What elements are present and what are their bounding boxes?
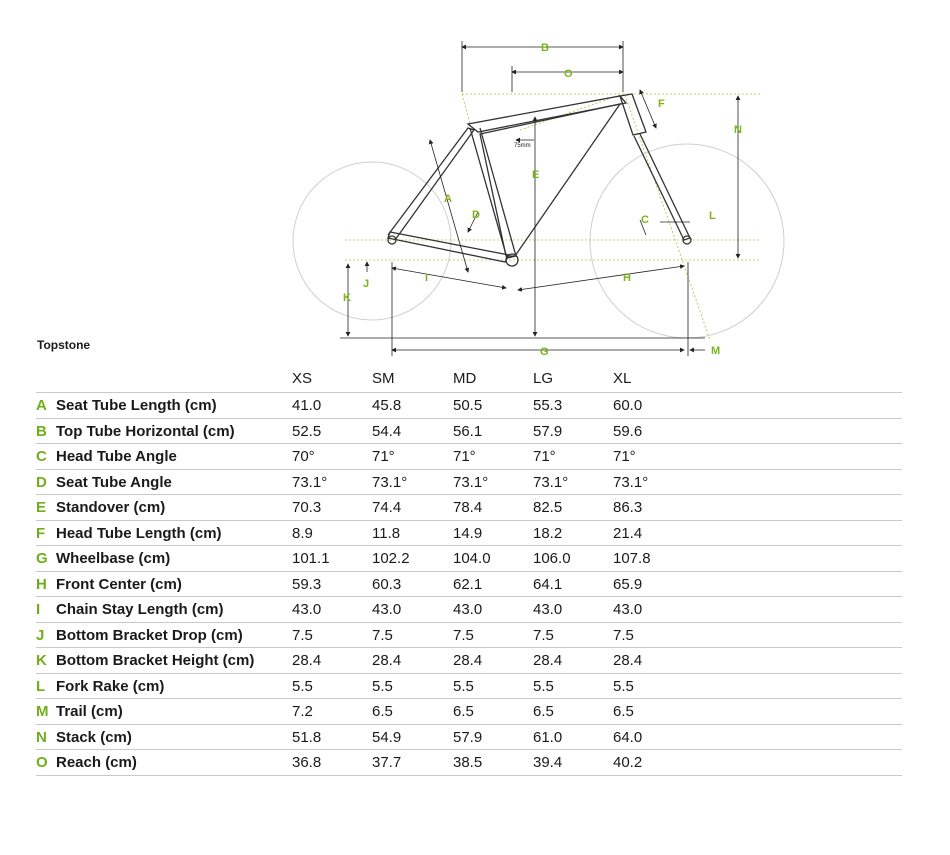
table-row [36, 444, 902, 470]
dimension-label: L [709, 210, 716, 222]
bike-geometry-diagram [0, 0, 950, 360]
row-value: 73.1° [533, 473, 569, 491]
table-row [36, 597, 902, 623]
row-value: 5.5 [453, 677, 474, 695]
row-value: 7.5 [292, 626, 313, 644]
row-value: 43.0 [372, 601, 402, 618]
row-value: 7.5 [372, 626, 393, 644]
row-letter: G [36, 550, 48, 567]
dimension-label: H [623, 272, 631, 284]
dimension-label: C [641, 214, 649, 226]
row-value: 39.4 [533, 754, 563, 771]
row-label: Head Tube Angle [56, 448, 177, 465]
dimension-label: D [472, 209, 480, 221]
row-label: Seat Tube Angle [56, 473, 172, 491]
row-label: Head Tube Length (cm) [56, 524, 222, 542]
row-letter: D [36, 473, 47, 491]
row-value: 18.2 [533, 524, 563, 542]
row-letter: O [36, 754, 48, 771]
row-value: 50.5 [453, 397, 483, 414]
dimension-label: M [711, 345, 721, 357]
row-label: Chain Stay Length (cm) [56, 601, 224, 618]
row-value: 28.4 [533, 652, 563, 669]
row-letter: J [36, 626, 45, 644]
table-row [36, 495, 902, 521]
dimension-label: A [444, 193, 452, 205]
row-value: 54.9 [372, 728, 402, 746]
table-body [36, 393, 902, 776]
row-value: 57.9 [533, 422, 563, 440]
row-value: 60.0 [613, 397, 643, 414]
row-value: 62.1 [453, 575, 483, 593]
table-row [36, 674, 902, 700]
row-value: 73.1° [292, 473, 328, 491]
row-value: 71° [613, 448, 636, 465]
table-row [36, 521, 902, 547]
row-value: 104.0 [453, 550, 491, 567]
row-value: 7.5 [613, 626, 634, 644]
row-value: 14.9 [453, 524, 483, 542]
row-letter: I [36, 601, 41, 618]
row-letter: A [36, 397, 47, 414]
table-row [36, 725, 902, 751]
row-value: 7.2 [292, 703, 313, 720]
row-value: 43.0 [613, 601, 643, 618]
row-value: 28.4 [453, 652, 483, 669]
dimension-label: K [343, 292, 351, 304]
row-value: 59.6 [613, 422, 643, 440]
dimension-label: O [564, 68, 573, 80]
dimension-label: J [363, 278, 370, 290]
row-value: 5.5 [372, 677, 393, 695]
model-title: Topstone [37, 338, 91, 352]
row-label: Stack (cm) [56, 728, 132, 746]
row-value: 7.5 [533, 626, 554, 644]
row-value: 70.3 [292, 499, 322, 516]
row-letter: B [36, 422, 47, 440]
table-header [36, 366, 902, 393]
row-value: 43.0 [453, 601, 483, 618]
offset-note: 75mm [514, 143, 531, 149]
row-value: 107.8 [613, 550, 651, 567]
row-value: 78.4 [453, 499, 483, 516]
row-letter: N [36, 728, 47, 746]
row-value: 71° [453, 448, 476, 465]
row-letter: C [36, 448, 47, 465]
row-value: 73.1° [372, 473, 408, 491]
row-value: 36.8 [292, 754, 322, 771]
row-letter: H [36, 575, 47, 593]
row-value: 60.3 [372, 575, 402, 593]
size-header: SM [372, 370, 395, 387]
table-row [36, 419, 902, 445]
geometry-table [36, 366, 902, 776]
row-value: 54.4 [372, 422, 402, 440]
dimension-label: E [532, 169, 540, 181]
size-header: XL [613, 370, 632, 387]
dimension-label: I [425, 272, 429, 284]
row-label: Trail (cm) [56, 703, 123, 720]
row-label: Front Center (cm) [56, 575, 182, 593]
dimension-label: G [540, 346, 549, 358]
row-letter: L [36, 677, 46, 695]
row-value: 5.5 [533, 677, 554, 695]
table-row [36, 699, 902, 725]
row-value: 6.5 [372, 703, 393, 720]
row-letter: E [36, 499, 47, 516]
row-value: 21.4 [613, 524, 643, 542]
row-value: 41.0 [292, 397, 322, 414]
table-row [36, 546, 902, 572]
front-wheel [590, 144, 784, 338]
row-value: 73.1° [613, 473, 649, 491]
size-header: MD [453, 370, 477, 387]
row-label: Fork Rake (cm) [56, 677, 165, 695]
row-value: 61.0 [533, 728, 563, 746]
row-value: 102.2 [372, 550, 410, 567]
row-value: 52.5 [292, 422, 322, 440]
table-row [36, 470, 902, 496]
dimension-label: F [658, 98, 665, 110]
row-label: Standover (cm) [56, 499, 166, 516]
row-value: 59.3 [292, 575, 322, 593]
row-value: 7.5 [453, 626, 474, 644]
row-label: Top Tube Horizontal (cm) [56, 422, 235, 440]
dimension-label: B [541, 42, 549, 54]
row-value: 56.1 [453, 422, 483, 440]
row-label: Reach (cm) [56, 754, 137, 771]
row-value: 65.9 [613, 575, 643, 593]
row-label: Bottom Bracket Height (cm) [56, 652, 255, 669]
row-value: 5.5 [292, 677, 313, 695]
table-row [36, 572, 902, 598]
dimension-label: N [734, 124, 742, 136]
table-row [36, 393, 902, 419]
row-value: 70° [292, 448, 315, 465]
row-label: Wheelbase (cm) [56, 550, 171, 567]
rear-wheel [293, 162, 451, 320]
row-value: 74.4 [372, 499, 402, 516]
row-value: 106.0 [533, 550, 571, 567]
row-label: Bottom Bracket Drop (cm) [56, 626, 243, 644]
row-value: 28.4 [613, 652, 643, 669]
row-value: 82.5 [533, 499, 563, 516]
table-row [36, 623, 902, 649]
row-value: 51.8 [292, 728, 322, 746]
row-value: 71° [372, 448, 395, 465]
row-value: 73.1° [453, 473, 489, 491]
row-value: 8.9 [292, 524, 313, 542]
row-value: 11.8 [372, 524, 401, 542]
row-value: 86.3 [613, 499, 643, 516]
row-value: 6.5 [453, 703, 474, 720]
row-letter: M [36, 703, 49, 720]
row-value: 37.7 [372, 754, 402, 771]
row-value: 45.8 [372, 397, 402, 414]
row-value: 43.0 [292, 601, 322, 618]
row-value: 55.3 [533, 397, 563, 414]
row-value: 28.4 [372, 652, 402, 669]
row-value: 28.4 [292, 652, 322, 669]
row-value: 6.5 [613, 703, 634, 720]
row-value: 64.0 [613, 728, 643, 746]
table-row [36, 750, 902, 776]
row-value: 57.9 [453, 728, 483, 746]
size-header: LG [533, 370, 554, 387]
row-letter: K [36, 652, 47, 669]
row-value: 5.5 [613, 677, 634, 695]
row-value: 101.1 [292, 550, 330, 567]
row-value: 43.0 [533, 601, 563, 618]
row-value: 6.5 [533, 703, 554, 720]
size-header: XS [292, 370, 313, 387]
row-value: 71° [533, 448, 556, 465]
row-value: 38.5 [453, 754, 483, 771]
row-letter: F [36, 524, 46, 542]
table-row [36, 648, 902, 674]
row-value: 40.2 [613, 754, 643, 771]
row-value: 64.1 [533, 575, 563, 593]
row-label: Seat Tube Length (cm) [56, 397, 217, 414]
